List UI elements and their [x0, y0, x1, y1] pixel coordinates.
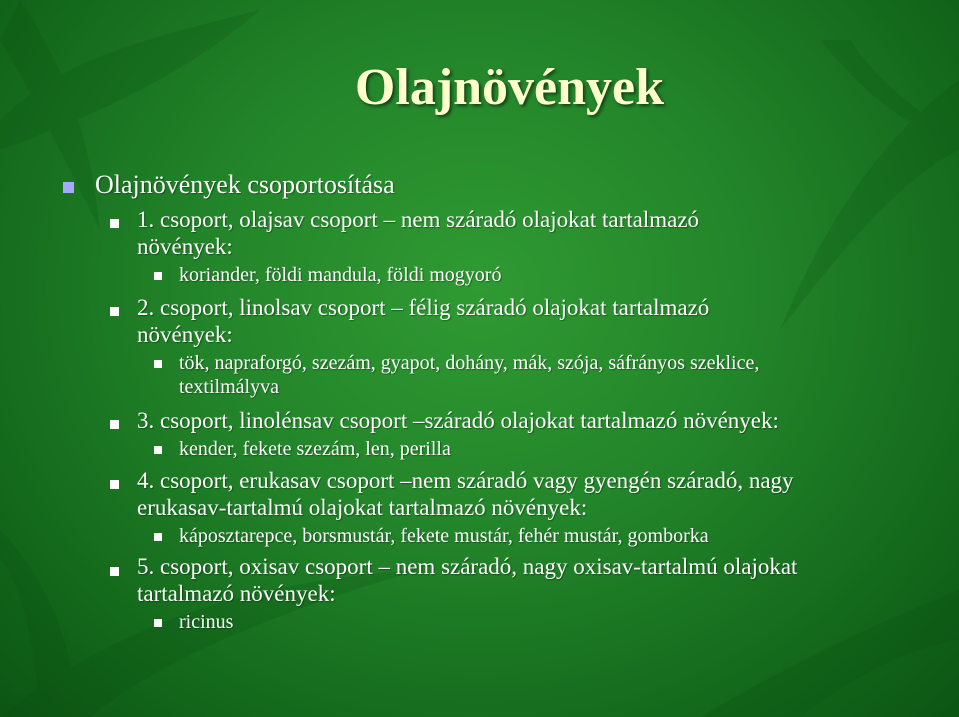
group-3-text: 3. csoport, linolénsav csoport –száradó olajokat tartalmazó növények: [137, 408, 779, 433]
group-4-line-2: erukasav-tartalmú olajokat tartalmazó növények: [137, 495, 588, 520]
group-5-text [137, 553, 797, 607]
group-1-plants: koriander, földi mandula, földi mogyoró [179, 264, 502, 286]
group-5-line-1: 5. csoport, oxisav csoport – nem száradó, nagy oxisav-tartalmú olajokat [137, 554, 798, 579]
group-4-line-1: 4. csoport, erukasav csoport –nem száradó vagy gyengén száradó, nagy [137, 468, 794, 493]
bullet-icon [110, 567, 119, 576]
group-4-text [137, 467, 794, 521]
bullet-icon [154, 360, 162, 368]
group-1-line-1: 1. csoport, olajsav csoport – nem száradó olajokat tartalmazó [137, 207, 700, 232]
bullet-icon [110, 480, 119, 489]
group-5-line-2: tartalmazó növények: [137, 581, 336, 606]
section-heading: Olajnövények csoportosítása [95, 170, 395, 199]
group-2-plants-line-1: tök, napraforgó, szezám, gyapot, dohány, mák, szója, sáfrányos szeklice, [179, 352, 760, 374]
group-2-plants-line-2: textilmályva [179, 376, 279, 398]
group-3-plants: kender, fekete szezám, len, perilla [179, 438, 451, 460]
bullet-icon [154, 446, 162, 454]
bullet-icon [110, 307, 119, 316]
bullet-icon [110, 420, 119, 429]
group-2-line-2: növények: [137, 322, 233, 347]
slide-title: Olajnövények [354, 59, 665, 116]
group-1-line-2: növények: [137, 234, 233, 259]
group-4-plants: káposztarepce, borsmustár, fekete mustár, fehér mustár, gomborka [179, 525, 709, 547]
group-5-plants: ricinus [179, 611, 234, 633]
group-2-plants [179, 351, 759, 399]
bullet-icon [63, 182, 74, 193]
bullet-icon [110, 219, 119, 228]
group-2-text [137, 294, 709, 348]
group-2-line-1: 2. csoport, linolsav csoport – félig száradó olajokat tartalmazó [137, 295, 710, 320]
bullet-icon [154, 619, 162, 627]
group-1-text [137, 206, 699, 260]
bullet-icon [154, 272, 162, 280]
bullet-icon [154, 533, 162, 541]
